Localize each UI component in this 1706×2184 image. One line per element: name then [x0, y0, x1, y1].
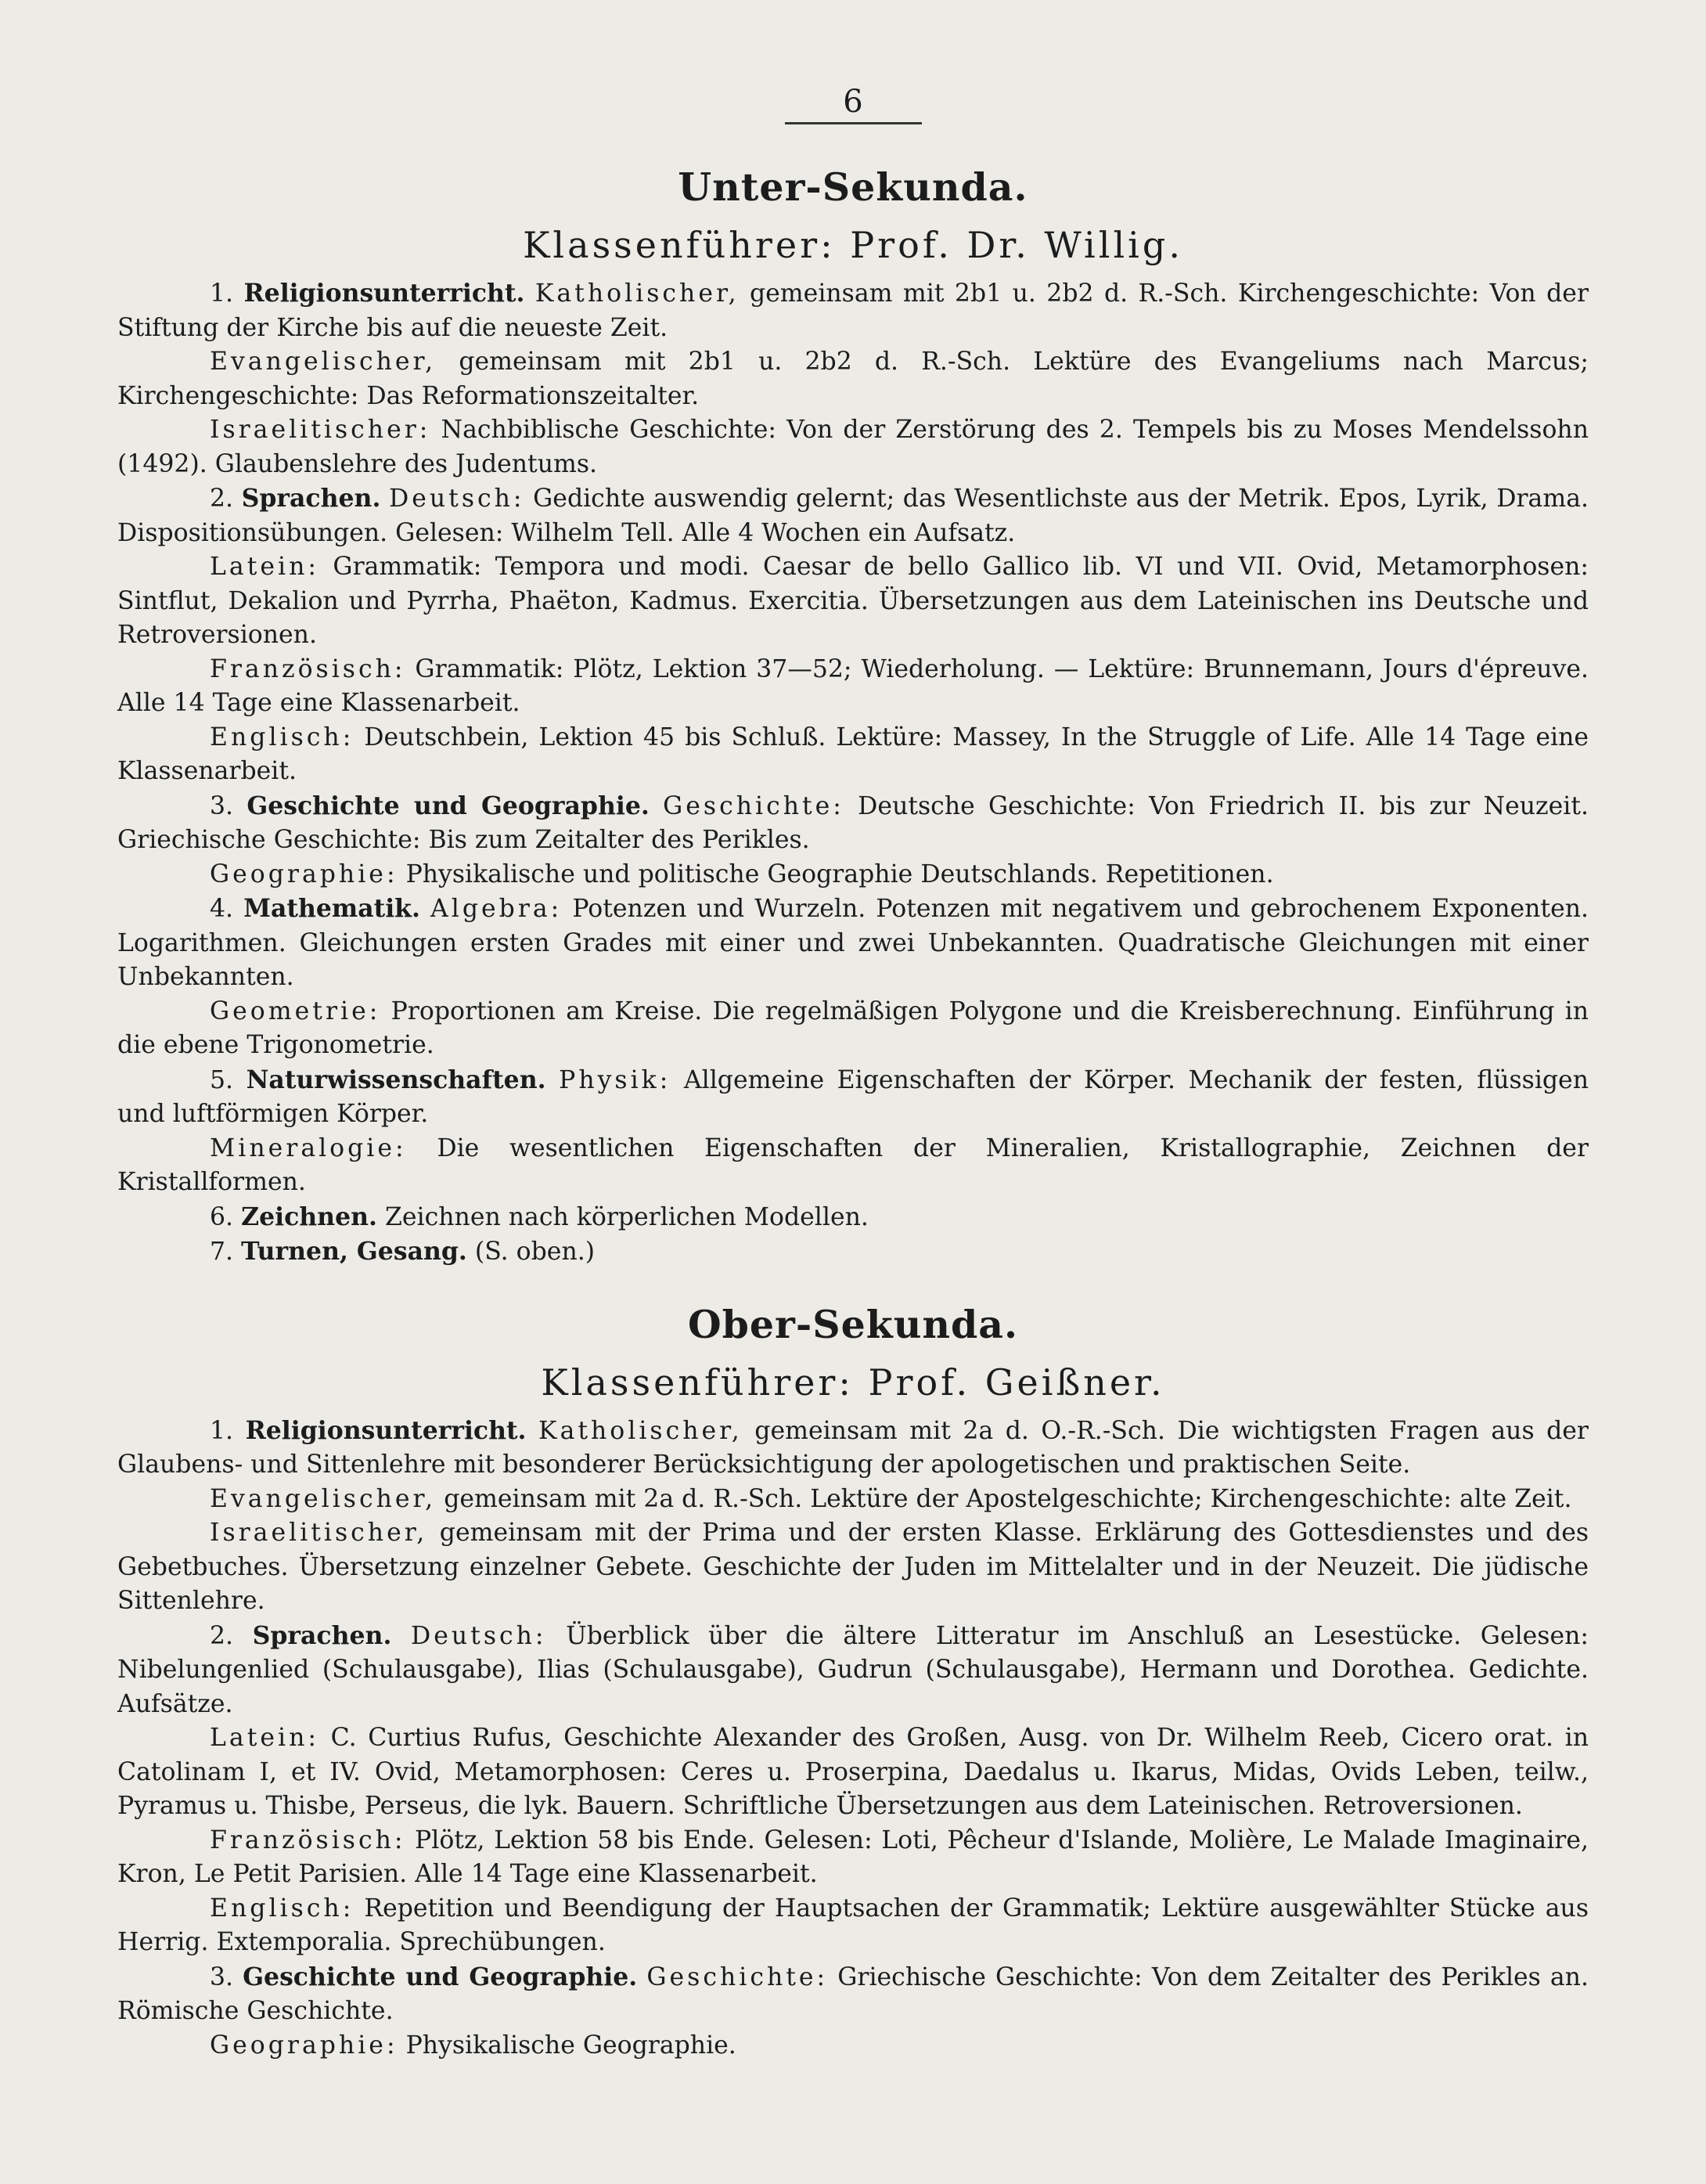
subject-lead: Englisch:	[210, 1894, 355, 1923]
section-title: Ober-Sekunda.	[687, 1301, 1019, 1347]
subject-text: gemeinsam mit 2b1 u. 2b2 d. R.-Sch. Lektüre des Evangeliums nach Marcus; Kirchengeschichte: Das Reformationszeitalter.	[117, 348, 1589, 410]
subject-heading: Geschichte und Geographie.	[247, 791, 650, 820]
subject-number: 1.	[210, 279, 234, 308]
subject-text: Physikalische und politische Geographie Deutschlands. Repetitionen.	[405, 860, 1274, 888]
subject-paragraph	[117, 276, 1589, 345]
subject-paragraph	[117, 1721, 1589, 1824]
subject-paragraph	[117, 481, 1589, 550]
subject-heading: Mathematik.	[243, 894, 420, 923]
subject-lead: Katholischer,	[534, 279, 740, 308]
subject-number: 3.	[210, 791, 234, 820]
subject-heading: Religionsunterricht.	[245, 1415, 527, 1445]
subject-lead: Evangelischer,	[210, 348, 437, 376]
subject-number: 6.	[210, 1202, 234, 1231]
subject-text: Zeichnen nach körperlichen Modellen.	[385, 1202, 869, 1231]
page-number-rule	[785, 122, 922, 124]
subject-lead: Israelitischer,	[210, 1519, 428, 1547]
subject-text: Plötz, Lektion 58 bis Ende. Gelesen: Loti, Pêcheur d'Islande, Molière, Le Malade Imaginaire, Kron, Le Petit Parisien. Alle 14 Tage eine Klassenarbeit.	[117, 1825, 1589, 1888]
subject-paragraph	[117, 1483, 1589, 1517]
subject-paragraph	[117, 892, 1589, 995]
subject-lead: Physik:	[559, 1065, 671, 1094]
subject-lead: Mineralogie:	[210, 1133, 407, 1162]
subject-text: (S. oben.)	[474, 1238, 596, 1266]
document-body	[117, 165, 1589, 2063]
subject-paragraph	[117, 1200, 1589, 1235]
subject-lead: Evangelischer,	[210, 1484, 437, 1513]
subject-heading: Naturwissenschaften.	[246, 1065, 546, 1094]
subject-paragraph	[117, 1960, 1589, 2029]
subject-text: gemeinsam mit 2a d. O.-R.-Sch. Die wichtigsten Fragen aus der Glaubens- und Sittenlehre mit besonderer Berücksichtigung der apologetischen und praktischen Seite.	[117, 1416, 1589, 1479]
subject-number: 7.	[210, 1238, 234, 1266]
subject-text: Repetition und Beendigung der Hauptsachen der Grammatik; Lektüre ausgewählter Stücke aus Herrig. Extemporalia. Sprechübungen.	[117, 1894, 1589, 1956]
subject-paragraph	[117, 1234, 1589, 1270]
subject-lead: Geographie:	[210, 2031, 398, 2060]
subject-text: Deutsche Geschichte: Von Friedrich II. bis zur Neuzeit. Griechische Geschichte: Bis zum Zeitalter des Perikles.	[117, 791, 1589, 854]
subject-paragraph	[117, 789, 1589, 858]
subject-paragraph	[117, 1132, 1589, 1200]
subject-number: 2.	[210, 485, 234, 513]
subject-heading: Geschichte und Geographie.	[243, 1962, 638, 1991]
subject-heading: Zeichnen.	[241, 1202, 377, 1231]
subject-lead: Algebra:	[430, 895, 563, 923]
subject-lead: Geometrie:	[210, 996, 381, 1025]
subject-heading: Sprachen.	[252, 1620, 392, 1650]
subject-paragraph	[117, 413, 1589, 481]
subject-lead: Latein:	[210, 1724, 319, 1752]
subject-text: Potenzen und Wurzeln. Potenzen mit negativem und gebrochenem Exponenten. Logarithmen. Gleichungen ersten Grades mit einer und zwei Unbekannten. Quadratische Gleichungen mit einer Unbekannten.	[117, 895, 1589, 991]
subject-text: C. Curtius Rufus, Geschichte Alexander des Großen, Ausg. von Dr. Wilhelm Reeb, Cicero orat. in Catolinam I, et IV. Ovid, Metamorphosen: Ceres u. Proserpina, Daedalus u. Ikarus, Midas, Ovids Leben, teilw., Pyramus u. Thisbe, Perseus, die lyk. Bauern. Schriftliche Übersetzungen aus dem Lateinischen. Retroversionen.	[117, 1724, 1589, 1820]
subject-heading: Religionsunterricht.	[243, 279, 525, 308]
subject-paragraph	[117, 345, 1589, 413]
subject-text: Die wesentlichen Eigenschaften der Mineralien, Kristallographie, Zeichnen der Kristallformen.	[117, 1133, 1589, 1196]
subject-text: Proportionen am Kreise. Die regelmäßigen Polygone und die Kreisberechnung. Einführung in die ebene Trigonometrie.	[117, 996, 1589, 1059]
subject-number: 3.	[210, 1962, 234, 1991]
subject-lead: Latein:	[210, 553, 319, 581]
subject-lead: Französisch:	[210, 654, 406, 683]
subject-heading: Sprachen.	[241, 484, 381, 513]
subject-paragraph	[117, 2029, 1589, 2063]
subject-paragraph	[117, 1892, 1589, 1960]
subject-lead: Geographie:	[210, 860, 398, 888]
subject-paragraph	[117, 858, 1589, 892]
subject-lead: Israelitischer:	[210, 416, 431, 444]
subject-paragraph	[117, 550, 1589, 653]
subject-text: Deutschbein, Lektion 45 bis Schluß. Lektüre: Massey, In the Struggle of Life. Alle 14 Tage eine Klassenarbeit.	[117, 723, 1589, 785]
subject-lead: Katholischer,	[538, 1416, 743, 1445]
subject-text: gemeinsam mit der Prima und der ersten Klasse. Erklärung des Gottesdienstes und des Gebetbuches. Übersetzung einzelner Gebete. Geschichte der Juden im Mittelalter und in der Neuzeit. Die jüdische Sittenlehre.	[117, 1519, 1589, 1615]
subject-lead: Deutsch:	[389, 485, 525, 513]
subject-paragraph	[117, 721, 1589, 789]
section-teacher: Klassenführer: Prof. Geißner.	[541, 1360, 1165, 1404]
subject-paragraph	[117, 653, 1589, 721]
section-gap	[117, 1270, 1589, 1303]
subject-number: 5.	[210, 1065, 234, 1094]
subject-paragraph	[117, 1414, 1589, 1483]
subject-number: 4.	[210, 895, 234, 923]
subject-heading: Turnen, Gesang.	[241, 1237, 467, 1266]
subject-text: Gedichte auswendig gelernt; das Wesentlichste aus der Metrik. Epos, Lyrik, Drama. Dispositionsübungen. Gelesen: Wilhelm Tell. Alle 4 Wochen ein Aufsatz.	[117, 485, 1589, 547]
page-number: 6	[843, 84, 863, 120]
subject-text: Physikalische Geographie.	[405, 2031, 736, 2060]
subject-paragraph	[117, 1824, 1589, 1892]
subject-text: gemeinsam mit 2b1 u. 2b2 d. R.-Sch. Kirchengeschichte: Von der Stiftung der Kirche bis auf die neueste Zeit.	[117, 279, 1589, 342]
subject-lead: Französisch:	[210, 1825, 406, 1854]
section-teacher: Klassenführer: Prof. Dr. Willig.	[523, 224, 1183, 266]
subject-text: Allgemeine Eigenschaften der Körper. Mechanik der festen, flüssigen und luftförmigen Körper.	[117, 1065, 1589, 1128]
subject-lead: Englisch:	[210, 723, 355, 751]
subject-paragraph	[117, 1516, 1589, 1619]
subject-text: Grammatik: Tempora und modi. Caesar de bello Gallico lib. VI und VII. Ovid, Metamorphosen: Sintflut, Dekalion und Pyrrha, Phaëton, Kadmus. Exercitia. Übersetzungen aus dem Lateinischen ins Deutsche und Retroversionen.	[117, 553, 1589, 649]
subject-text: gemeinsam mit 2a d. R.-Sch. Lektüre der Apostelgeschichte; Kirchengeschichte: alte Zeit.	[444, 1484, 1572, 1513]
subject-paragraph	[117, 1063, 1589, 1132]
section-title: Unter-Sekunda.	[678, 164, 1028, 210]
subject-paragraph	[117, 995, 1589, 1063]
subject-text: Überblick über die ältere Litteratur im Anschluß an Lesestücke. Gelesen: Nibelungenlied (Schulausgabe), Ilias (Schulausgabe), Gudrun (Schulausgabe), Hermann und Dorothea. Gedichte. Aufsätze.	[117, 1621, 1589, 1718]
subject-number: 2.	[210, 1621, 234, 1650]
subject-text: Griechische Geschichte: Von dem Zeitalter des Perikles an. Römische Geschichte.	[117, 1962, 1589, 2025]
subject-lead: Geschichte:	[646, 1962, 829, 1991]
subject-number: 1.	[210, 1416, 234, 1445]
subject-text: Grammatik: Plötz, Lektion 37—52; Wiederholung. — Lektüre: Brunnemann, Jours d'épreuve. Alle 14 Tage eine Klassenarbeit.	[117, 654, 1589, 717]
subject-text: Nachbiblische Geschichte: Von der Zerstörung des 2. Tempels bis zu Moses Mendelssohn (1492). Glaubenslehre des Judentums.	[117, 416, 1589, 478]
subject-lead: Deutsch:	[411, 1621, 547, 1650]
subject-lead: Geschichte:	[663, 791, 844, 820]
subject-paragraph	[117, 1619, 1589, 1722]
